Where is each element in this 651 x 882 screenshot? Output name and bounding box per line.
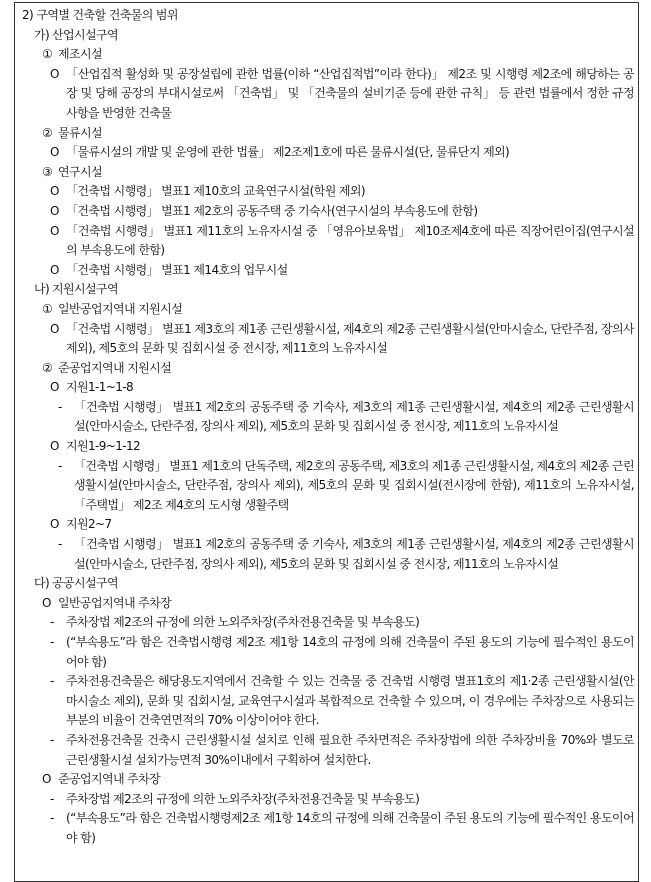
list-item: O 「물류시설의 개발 및 운영에 관한 법률」 제2조제1호에 따른 물류시설(단, 물류단지 제외) (50, 145, 510, 160)
document-body (22, 6, 634, 849)
list-item: O 「건축법 시행령」 별표1 제10호의 교육연구시설(학원 제외) (50, 184, 365, 199)
list-item: O 「건축법 시행령」 별표1 제11호의 노유자시설 중 「영유아보육법」 제10조제4호에 따른 직장어린이집(연구시설의 부속용도에 한함) (50, 223, 634, 258)
group-general-industrial-support-title: ① 일반공업지역내 지원시설 (42, 301, 183, 316)
group-semi-industrial-support-title: ② 준공업지역내 지원시설 (42, 360, 172, 375)
zone-label: O 지원1-9~1-12 (50, 439, 141, 454)
section-public-title: 다) 공공시설구역 (34, 576, 118, 591)
list-item: O 「건축법 시행령」 별표1 제2호의 공동주택 중 기숙사(연구시설의 부속용도에 한함) (50, 203, 478, 218)
dash-item: - 주차장법 제2조의 규정에 의한 노외주차장(주차전용건축물 및 부속용도) (50, 615, 420, 630)
dash-item: - (“부속용도”라 함은 건축법시행령제2조 제1항 14호의 규정에 의해 건축물이 주된 용도의 기능에 필수적인 용도이어야 함) (50, 811, 634, 845)
zone-label: O 지원2~7 (50, 517, 112, 532)
dash-item: - 「건축법 시행령」 별표1 제2호의 공동주택 중 기숙사, 제3호의 제1종 근린생활시설, 제4호의 제2종 근린생활시설(안마시술소, 단란주점, 장의사 제외), 제5호의 문화 및 집회시설 중 전시장, 제11호의 노유자시설 (58, 537, 634, 571)
group-logistics-title: ② 물류시설 (42, 125, 102, 140)
zone-label: O 지원1-1~1-8 (50, 380, 134, 395)
section-support-title: 나) 지원시설구역 (34, 282, 118, 297)
section-heading: 2) 구역별 건축할 건축물의 범위 (22, 8, 178, 22)
dash-item: - 주차전용건축물 건축시 근린생활시설 설치로 인해 필요한 주차면적은 주차장법에 의한 주차장비율 70%와 별도로 근린생활시설 설치가능면적 30%이내에서 구획하여 설치한다. (50, 732, 634, 767)
dash-item: - 「건축법 시행령」 별표1 제1호의 단독주택, 제2호의 공동주택, 제3호의 제1종 근린생활시설, 제4호의 제2종 근린생활시설(안마시술소, 단란주점, 장의사 제외), 제5호의 문화 및 집회시설(전시장에 한함), 제11호의 노유자시설, 「주택법」 제2조 제4호의 도시형 생활주택 (58, 458, 634, 512)
dash-item: - 주차전용건축물은 해당용도지역에서 건축할 수 있는 건축물 중 건축법 시행령 별표1호의 제1·2종 근린생활시설(안마시술소 제외), 문화 및 집회시설, 교육연구시설과 복합적으로 건축할 수 있으며, 이 경우에는 주차장으로 사용되는 부분의 비율이 건축연면적의 70% 이상이어야 한다. (50, 674, 634, 728)
list-item: O 「건축법 시행령」 별표1 제14호의 업무시설 (50, 262, 288, 277)
section-industrial-title: 가) 산업시설구역 (34, 27, 118, 42)
dash-item: - (“부속용도”라 함은 건축법시행령 제2조 제1항 14호의 규정에 의해 건축물이 주된 용도의 기능에 필수적인 용도이어야 함) (50, 635, 634, 669)
list-item: O 「산업집적 활성화 및 공장설립에 관한 법률(이하 “산업집적법”이라 한다)」 제2조 및 시행령 제2조에 해당하는 공장 및 당해 공장의 부대시설로써 「건축법」 및 「건축물의 설비기준 등에 관한 규칙」 등 관련 법률에서 정한 규정사항을 반영한 건축물 (50, 66, 634, 120)
parking-semi-title: O 준공업지역내 주차장 (42, 772, 161, 787)
list-item: O 「건축법 시행령」 별표1 제3호의 제1종 근린생활시설, 제4호의 제2종 근린생활시설(안마시술소, 단란주점, 장의사 제외), 제5호의 문화 및 집회시설 중 전시장, 제11호의 노유자시설 (50, 321, 634, 356)
parking-general-title: O 일반공업지역내 주차장 (42, 595, 172, 610)
group-manufacturing-title: ① 제조시설 (42, 47, 102, 62)
dash-item: - 주차장법 제2조의 규정에 의한 노외주차장(주차전용건축물 및 부속용도) (50, 791, 420, 806)
group-research-title: ③ 연구시설 (42, 164, 102, 179)
dash-item: - 「건축법 시행령」 별표1 제2호의 공동주택 중 기숙사, 제3호의 제1종 근린생활시설, 제4호의 제2종 근린생활시설(안마시술소, 단란주점, 장의사 제외), 제5호의 문화 및 집회시설 중 전시장, 제11호의 노유자시설 (58, 399, 634, 434)
